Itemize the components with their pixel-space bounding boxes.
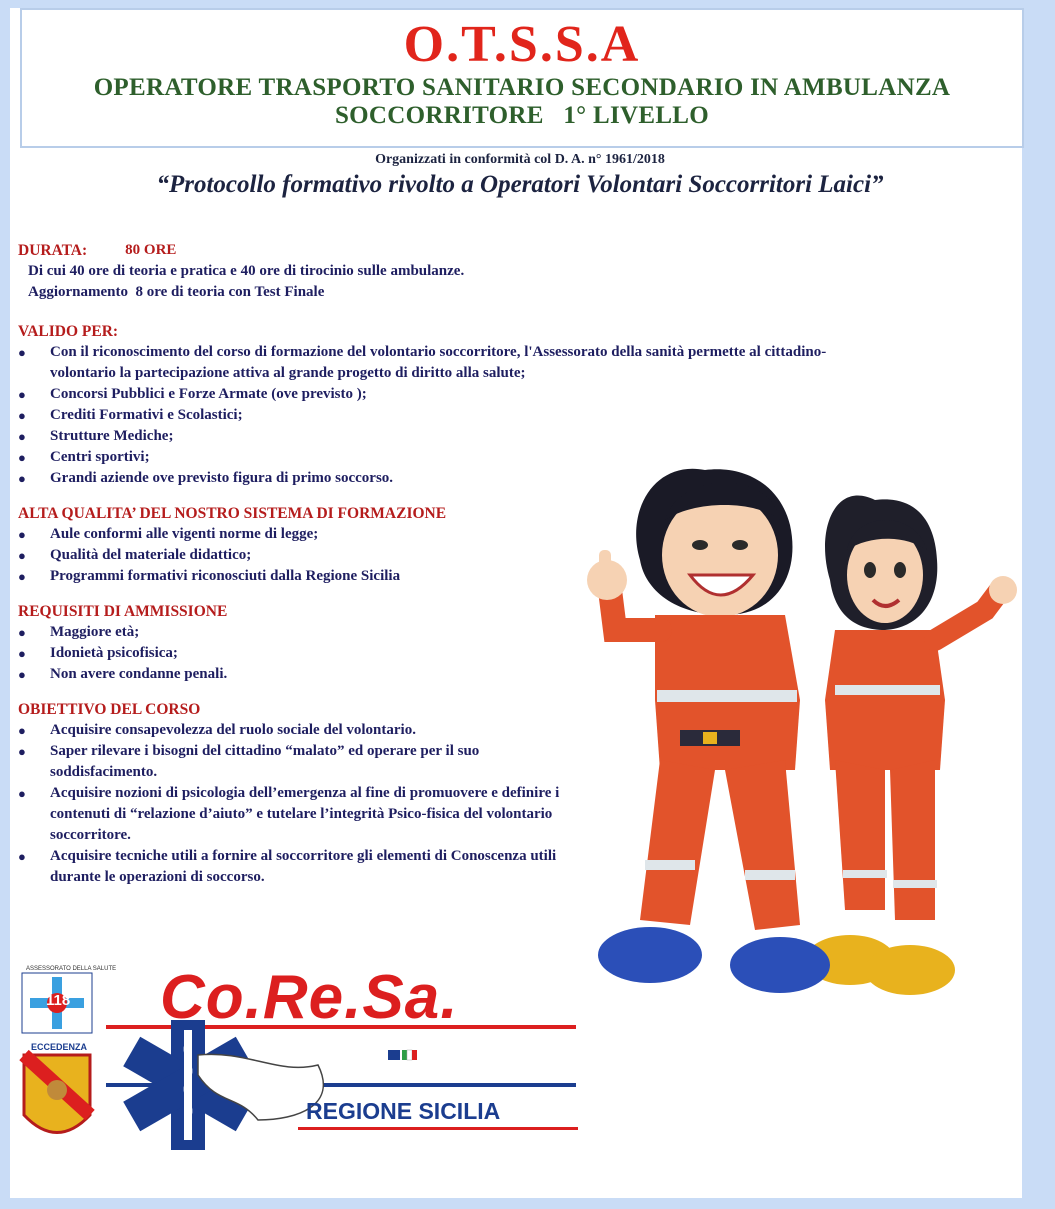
list-item: ● Centri sportivi; (18, 447, 848, 468)
bullet-icon: ● (18, 450, 26, 465)
durata-line-1: Di cui 40 ore di teoria e pratica e 40 ore di tirocinio sulle ambulanze. (28, 263, 465, 279)
bullet-icon: ● (18, 548, 26, 563)
sicily-coat-of-arms-icon (24, 1055, 90, 1133)
list-obiettivo (18, 720, 578, 888)
bullet-icon: ● (18, 408, 26, 423)
durata-row (18, 240, 848, 261)
rescuer-mascots-illustration (585, 440, 1025, 1020)
assessorato-label: ASSESSORATO DELLA SALUTE (26, 966, 117, 972)
eccellenza-label: ECCEDENZA (30, 1042, 87, 1052)
bullet-icon: ● (18, 849, 26, 864)
subtitle-line-1: OPERATORE TRASPORTO SANITARIO SECONDARIO IN AMBULANZA (93, 74, 951, 101)
bullet-icon: ● (18, 667, 26, 682)
bullet-icon: ● (18, 429, 26, 444)
list-item: ● Con il riconoscimento del corso di formazione del volontario soccorritore, l'Assessorato della sanità permette al cittadino-volontario la partecipazione attiva al grande progetto di diritto alla salute; (18, 344, 827, 381)
section-title-requisiti: REQUISITI DI AMMISSIONE (18, 603, 228, 620)
list-item: ● Grandi aziende ove previsto figura di primo soccorso. (18, 468, 848, 489)
organization-line: Organizzati in conformità col D. A. n° 1961/2018 (375, 152, 665, 167)
flags-icon (388, 1050, 417, 1060)
page-title: O.T.S.S.A (403, 16, 641, 73)
list-item: ● Crediti Formativi e Scolastici; (18, 405, 848, 426)
bullet-icon: ● (18, 527, 26, 542)
list-requisiti (18, 622, 578, 685)
male-rescuer (587, 469, 830, 993)
bullet-icon: ● (18, 387, 26, 402)
bullet-icon: ● (18, 646, 26, 661)
list-item: ● Maggiore età; (18, 622, 578, 643)
regione-sicilia-label: REGIONE SICILIA (306, 1098, 501, 1124)
subheader (20, 150, 1020, 200)
list-item: ● Idonietà psicofisica; (18, 643, 578, 664)
durata-line-2: Aggiornamento 8 ore di teoria con Test Finale (28, 284, 325, 300)
list-item: ● Qualità del materiale didattico; (18, 545, 578, 566)
section-title-qualita: ALTA QUALITA’ DEL NOSTRO SISTEMA DI FORMAZIONE (18, 505, 447, 522)
list-item: ● Aule conformi alle vigenti norme di legge; (18, 524, 578, 545)
badge-118-label: 118 (46, 992, 71, 1009)
bullet-icon: ● (18, 723, 26, 738)
list-qualita (18, 524, 578, 587)
coresa-logo-text: Co.Re.Sa. (160, 963, 459, 1032)
list-item: ● Saper rilevare i bisogni del cittadino “malato” ed operare per il suo soddisfacimento. (18, 743, 480, 780)
header (20, 8, 1024, 148)
list-item: ● Acquisire nozioni di psicologia dell’emergenza al fine di promuovere e definire i contenuti di “relazione d’aiuto” e tutelare l’integrità Psico-fisica del volontario soccorritore. (18, 785, 560, 843)
section-title-obiettivo: OBIETTIVO DEL CORSO (18, 701, 201, 718)
bullet-icon: ● (18, 471, 26, 486)
bullet-icon: ● (18, 569, 26, 584)
bullet-icon: ● (18, 786, 26, 801)
divider-bottom (298, 1127, 578, 1130)
list-item: ● Acquisire consapevolezza del ruolo sociale del volontario. (18, 720, 578, 741)
protocol-line: “Protocollo formativo rivolto a Operatori Volontari Soccorritori Laici” (156, 171, 884, 198)
list-item: ● Strutture Mediche; (18, 426, 848, 447)
female-rescuer (805, 495, 1017, 995)
bullet-icon: ● (18, 345, 26, 360)
subtitle-line-2: SOCCORRITORE 1° LIVELLO (334, 102, 710, 129)
bullet-icon: ● (18, 625, 26, 640)
list-item: ● Programmi formativi riconosciuti dalla Regione Sicilia (18, 566, 578, 587)
durata-label: DURATA: (18, 242, 88, 259)
section-title-valido: VALIDO PER: (18, 323, 119, 340)
list-item: ● Non avere condanne penali. (18, 664, 578, 685)
durata-value: 80 ORE (125, 242, 177, 258)
list-item: ● Acquisire tecniche utili a fornire al soccorritore gli elementi di Conoscenza utili durante le operazioni di soccorso. (18, 848, 557, 885)
bullet-icon: ● (18, 744, 26, 759)
list-item: ● Concorsi Pubblici e Forze Armate (ove previsto ); (18, 384, 848, 405)
